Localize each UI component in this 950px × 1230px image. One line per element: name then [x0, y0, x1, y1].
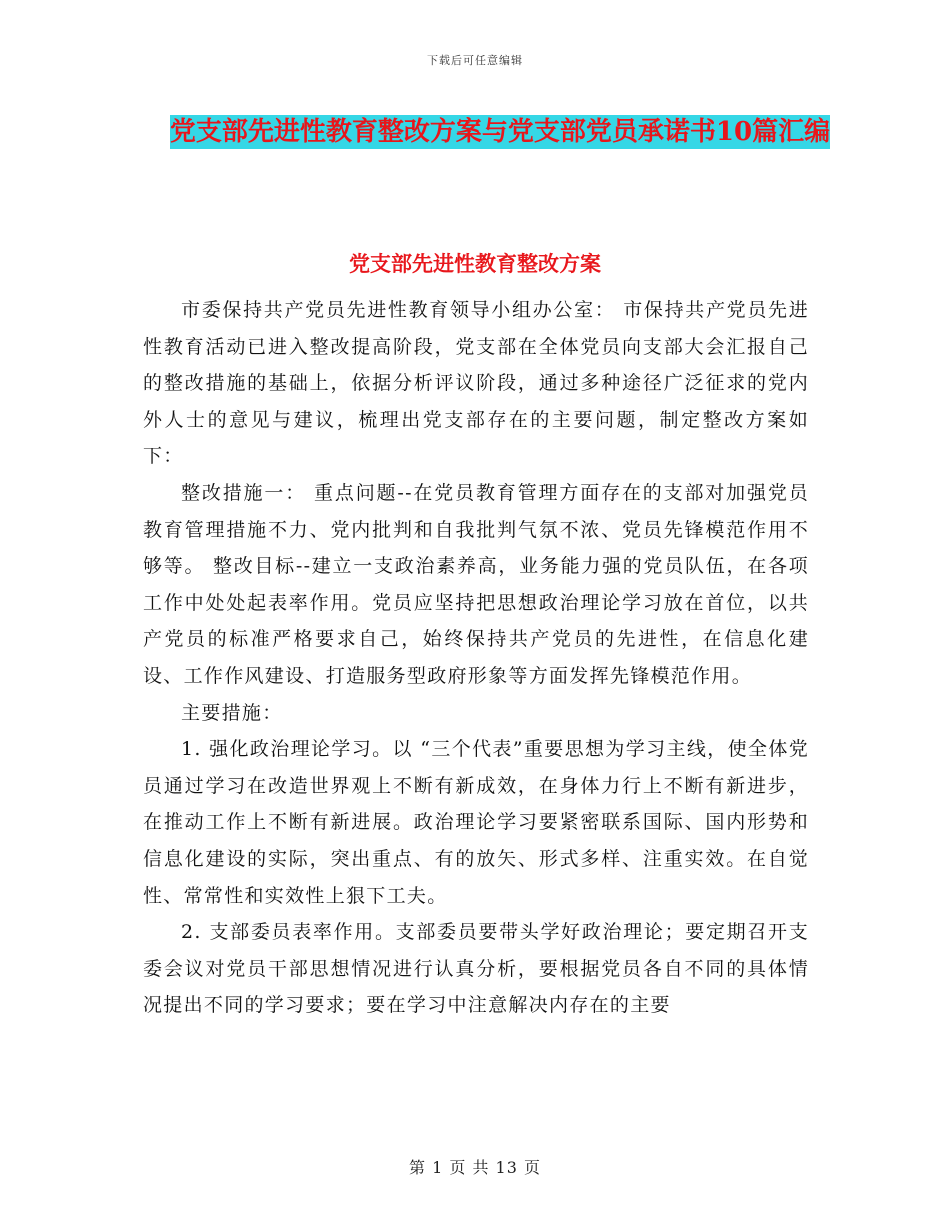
paragraph-intro: 市委保持共产党员先进性教育领导小组办公室： 市保持共产党员先进性教育活动已进入整改提高阶段，党支部在全体党员向支部大会汇报自己的整改措施的基础上，依据分析评议阶段，通过多种途径广泛征求的党内外人士的意见与建议，梳理出党支部存在的主要问题，制定整改方案如下：	[143, 299, 809, 468]
header-note: 下载后可任意编辑	[427, 54, 523, 67]
document-body	[143, 292, 809, 1024]
paragraph-measure-one: 整改措施一： 重点问题--在党员教育管理方面存在的支部对加强党员教育管理措施不力、党内批判和自我批判气氛不浓、党员先锋模范作用不够等。 整改目标--建立一支政治素养高，业务能力强的党员队伍，在各项工作中处处起表率作用。党员应坚持把思想政治理论学习放在首位，以共产党员的标准严格要求自己，始终保持共产党员的先进性，在信息化建设、工作作风建设、打造服务型政府形象等方面发挥先锋模范作用。	[143, 481, 809, 687]
section-title: 党支部先进性教育整改方案	[349, 251, 601, 276]
paragraph-measure-item-2: 2. 支部委员表率作用。支部委员要带头学好政治理论；要定期召开支委会议对党员干部思想情况进行认真分析，要根据党员各自不同的具体情况提出不同的学习要求；要在学习中注意解决内存在的主要	[143, 921, 809, 1017]
document-title	[150, 108, 850, 156]
document-title-text: 党支部先进性教育整改方案与党支部党员承诺书10篇汇编	[169, 117, 831, 147]
paragraph-main-measures-heading: 主要措施：	[181, 701, 283, 724]
page-number: 第 1 页 共 13 页	[409, 1158, 541, 1177]
paragraph-measure-item-1: 1. 强化政治理论学习。以 “三个代表”重要思想为学习主线，使全体党员通过学习在改造世界观上不断有新成效，在身体力行上不断有新进步，在推动工作上不断有新进展。政治理论学习要紧密联系国际、国内形势和信息化建设的实际，突出重点、有的放矢、形式多样、注重实效。在自觉性、常常性和实效性上狠下工夫。	[143, 738, 809, 907]
